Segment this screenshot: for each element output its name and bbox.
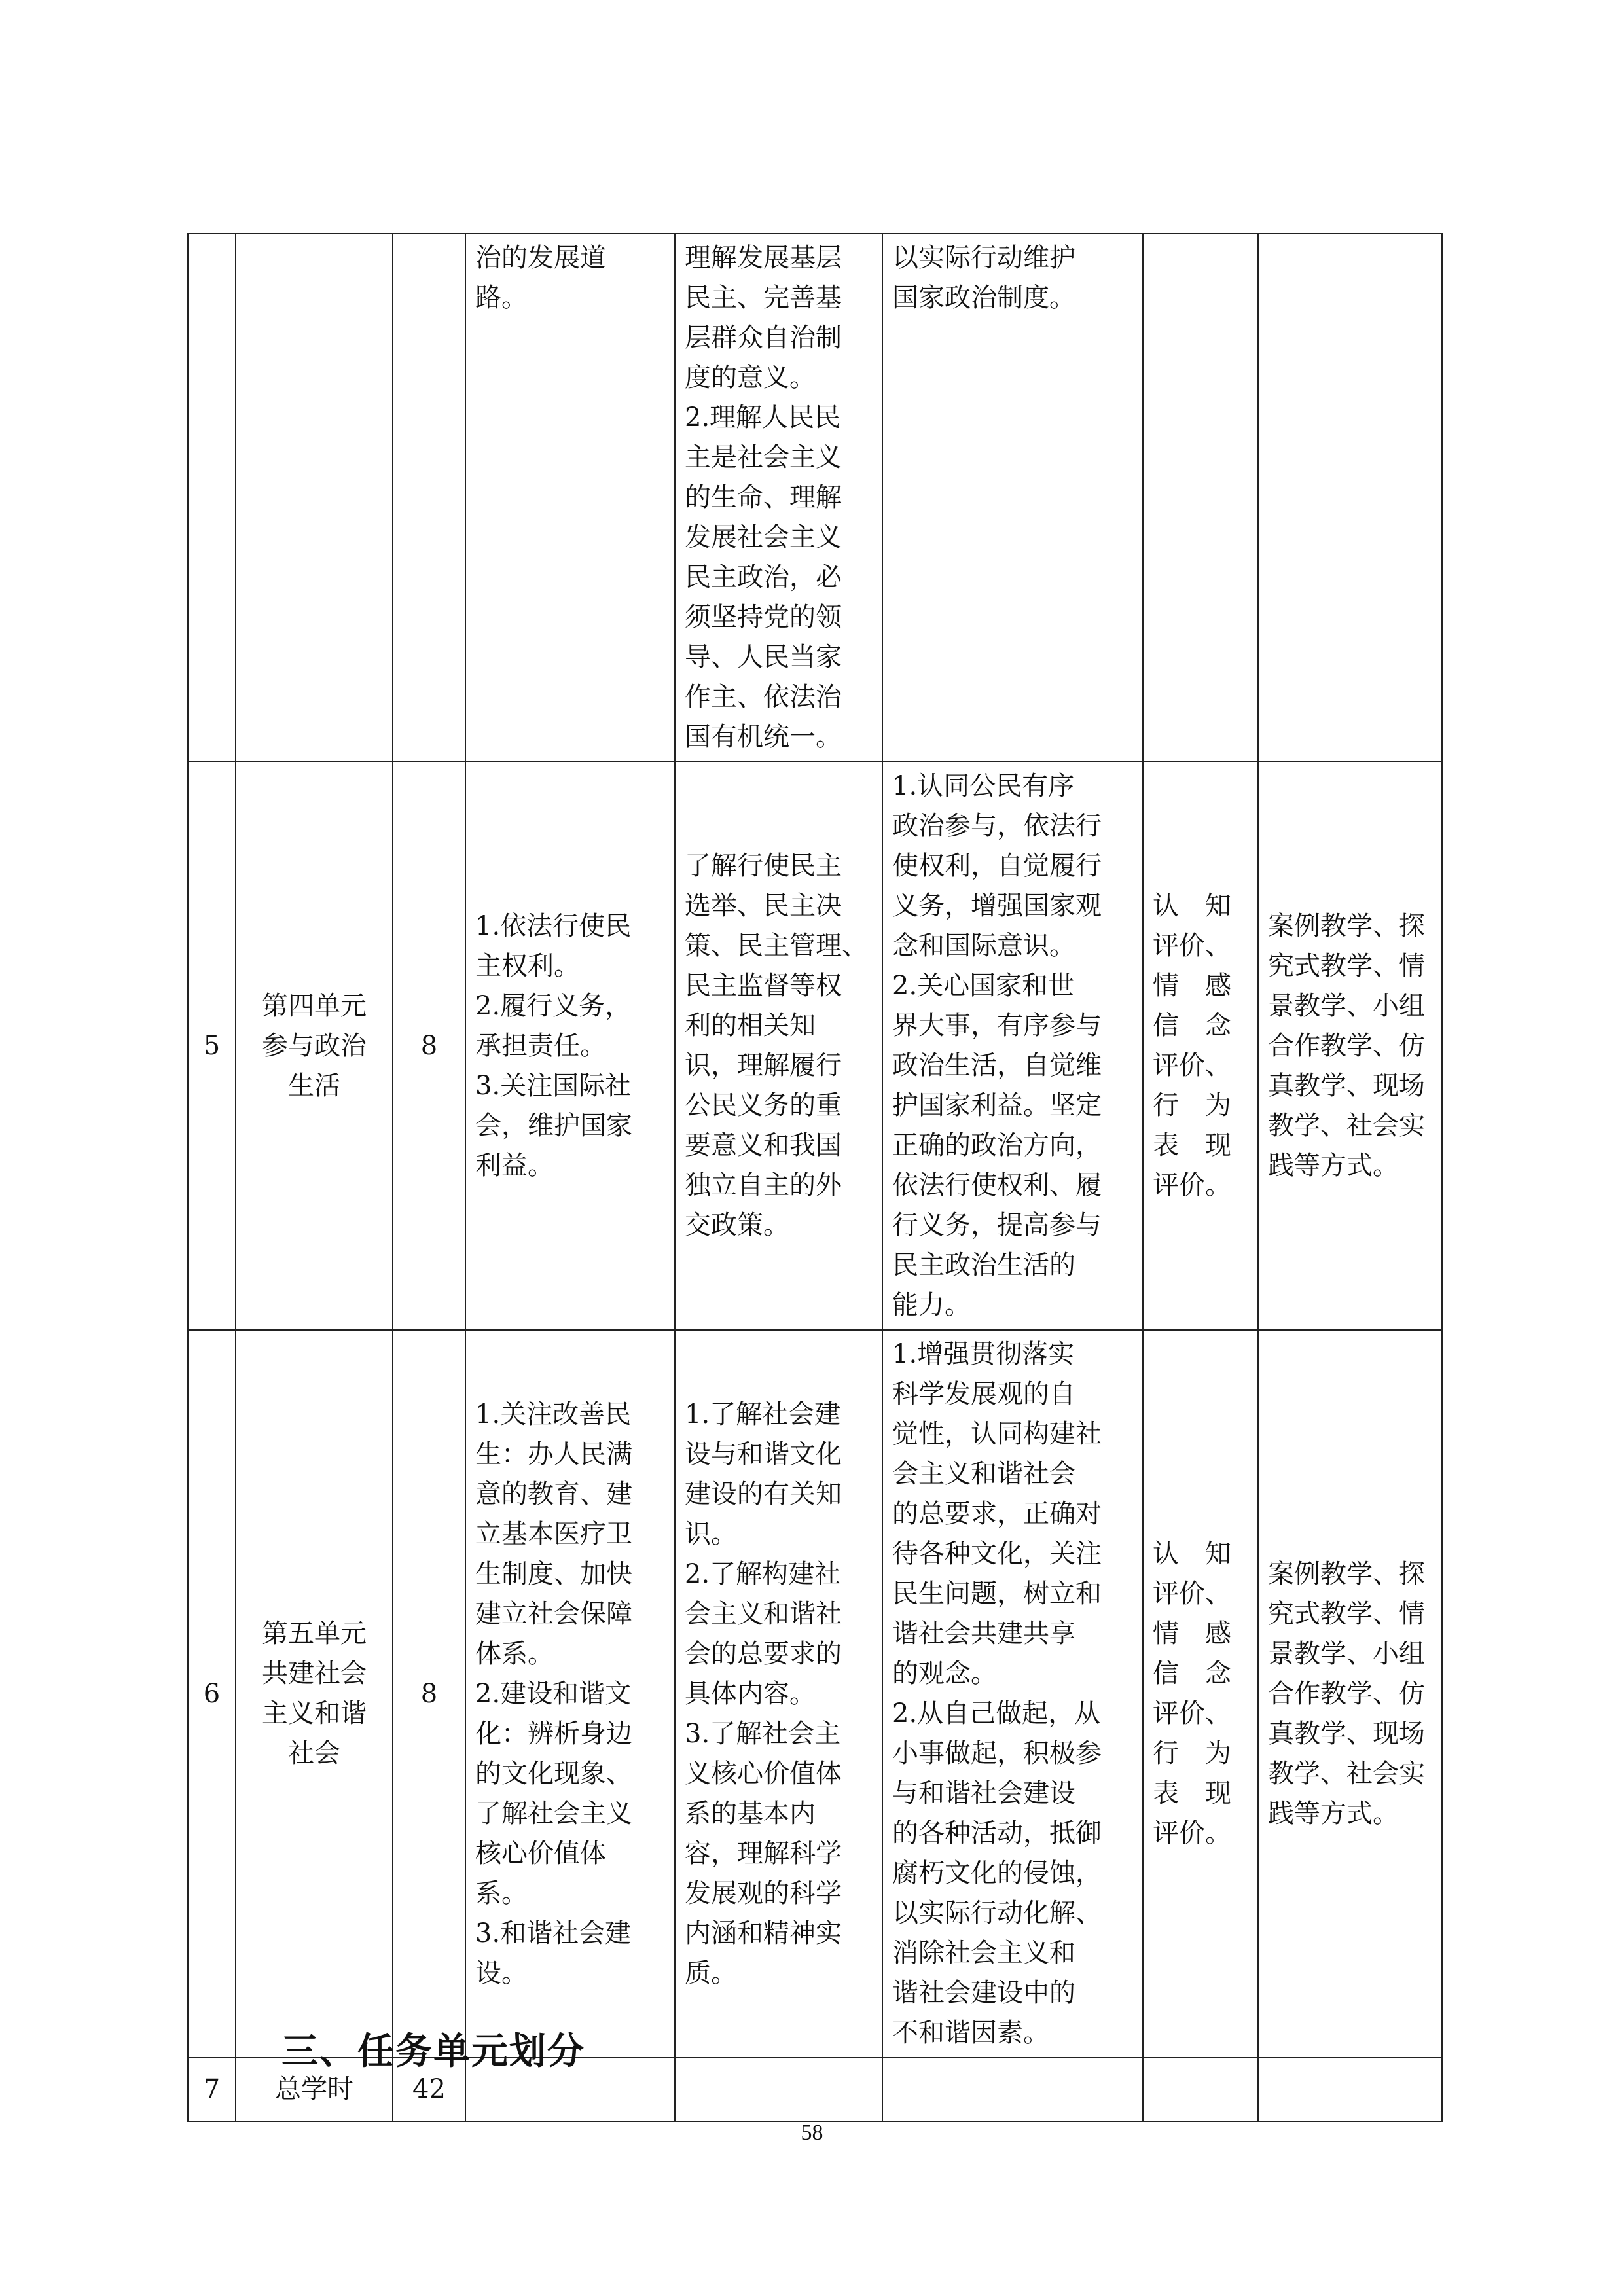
row-number-cell: 6	[188, 1330, 236, 2058]
row-number-cell: 5	[188, 762, 236, 1330]
section-heading: 三、任务单元划分	[281, 2030, 585, 2073]
knowledge-goal-cell: 理解发展基层 民主、完善基 层群众自治制 度的意义。 2.理解人民民 主是社会主义 的生命、理解 发展社会主义 民主政治，必 须坚持党的领 导、人民当家 作主、依法治 国有机统一。	[675, 234, 882, 762]
ability-goal-cell: 1.认同公民有序 政治参与，依法行 使权利，自觉履行 义务，增强国家观 念和国际意识。 2.关心国家和世 界大事，有序参与 政治生活，自觉维 护国家利益。坚定 正确的政治方向， 依法行使权利、履 行义务，提高参与 民主政治生活的 能力。	[882, 762, 1143, 1330]
teaching-method-cell: 案例教学、探 究式教学、情 景教学、小组 合作教学、仿 真教学、现场 教学、社会实 践等方式。	[1258, 762, 1442, 1330]
row-number-cell	[188, 234, 236, 762]
teaching-method-cell	[1258, 2058, 1442, 2121]
table-row	[188, 762, 1442, 1330]
evaluation-cell	[1143, 234, 1258, 762]
knowledge-goal-cell: 1.了解社会建 设与和谐文化 建设的有关知 识。 2.了解构建社 会主义和谐社 会的总要求的 具体内容。 3.了解社会主 义核心价值体 系的基本内 容，理解科学 发展观的科学 内涵和精神实 质。	[675, 1330, 882, 2058]
hours-cell: 8	[393, 762, 465, 1330]
evaluation-cell: 认 知 评价、 情 感 信 念 评价、 行 为 表 现 评价。	[1143, 762, 1258, 1330]
table-row	[188, 234, 1442, 762]
content-cell: 治的发展道 路。	[465, 234, 675, 762]
row-number-cell: 7	[188, 2058, 236, 2121]
table-row	[188, 1330, 1442, 2058]
hours-cell	[393, 234, 465, 762]
page-number: 58	[801, 2121, 823, 2145]
unit-name-cell: 第五单元 共建社会 主义和谐 社会	[236, 1330, 393, 2058]
unit-name-cell	[236, 234, 393, 762]
content-cell: 1.依法行使民 主权利。 2.履行义务， 承担责任。 3.关注国际社 会，维护国家 利益。	[465, 762, 675, 1330]
ability-goal-cell: 以实际行动维护 国家政治制度。	[882, 234, 1143, 762]
knowledge-goal-cell	[675, 2058, 882, 2121]
unit-name-cell: 总学时	[236, 2058, 393, 2121]
knowledge-goal-cell: 了解行使民主 选举、民主决 策、民主管理、 民主监督等权 利的相关知 识，理解履行 公民义务的重 要意义和我国 独立自主的外 交政策。	[675, 762, 882, 1330]
evaluation-cell	[1143, 2058, 1258, 2121]
evaluation-cell: 认 知 评价、 情 感 信 念 评价、 行 为 表 现 评价。	[1143, 1330, 1258, 2058]
teaching-method-cell: 案例教学、探 究式教学、情 景教学、小组 合作教学、仿 真教学、现场 教学、社会实 践等方式。	[1258, 1330, 1442, 2058]
hours-cell: 42	[393, 2058, 465, 2121]
unit-name-cell: 第四单元 参与政治 生活	[236, 762, 393, 1330]
ability-goal-cell: 1.增强贯彻落实 科学发展观的自 觉性，认同构建社 会主义和谐社会 的总要求，正确对 待各种文化，关注 民生问题，树立和 谐社会共建共享 的观念。 2.从自己做起，从 小事做起，积极参 与和谐社会建设 的各种活动，抵御 腐朽文化的侵蚀， 以实际行动化解、 消除社会主义和 谐社会建设中的 不和谐因素。	[882, 1330, 1143, 2058]
teaching-method-cell	[1258, 234, 1442, 762]
course-table	[187, 233, 1443, 2122]
content-cell: 1.关注改善民 生：办人民满 意的教育、建 立基本医疗卫 生制度、加快 建立社会保障 体系。 2.建设和谐文 化：辨析身边 的文化现象、 了解社会主义 核心价值体 系。 3.和谐社会建 设。	[465, 1330, 675, 2058]
ability-goal-cell	[882, 2058, 1143, 2121]
hours-cell: 8	[393, 1330, 465, 2058]
